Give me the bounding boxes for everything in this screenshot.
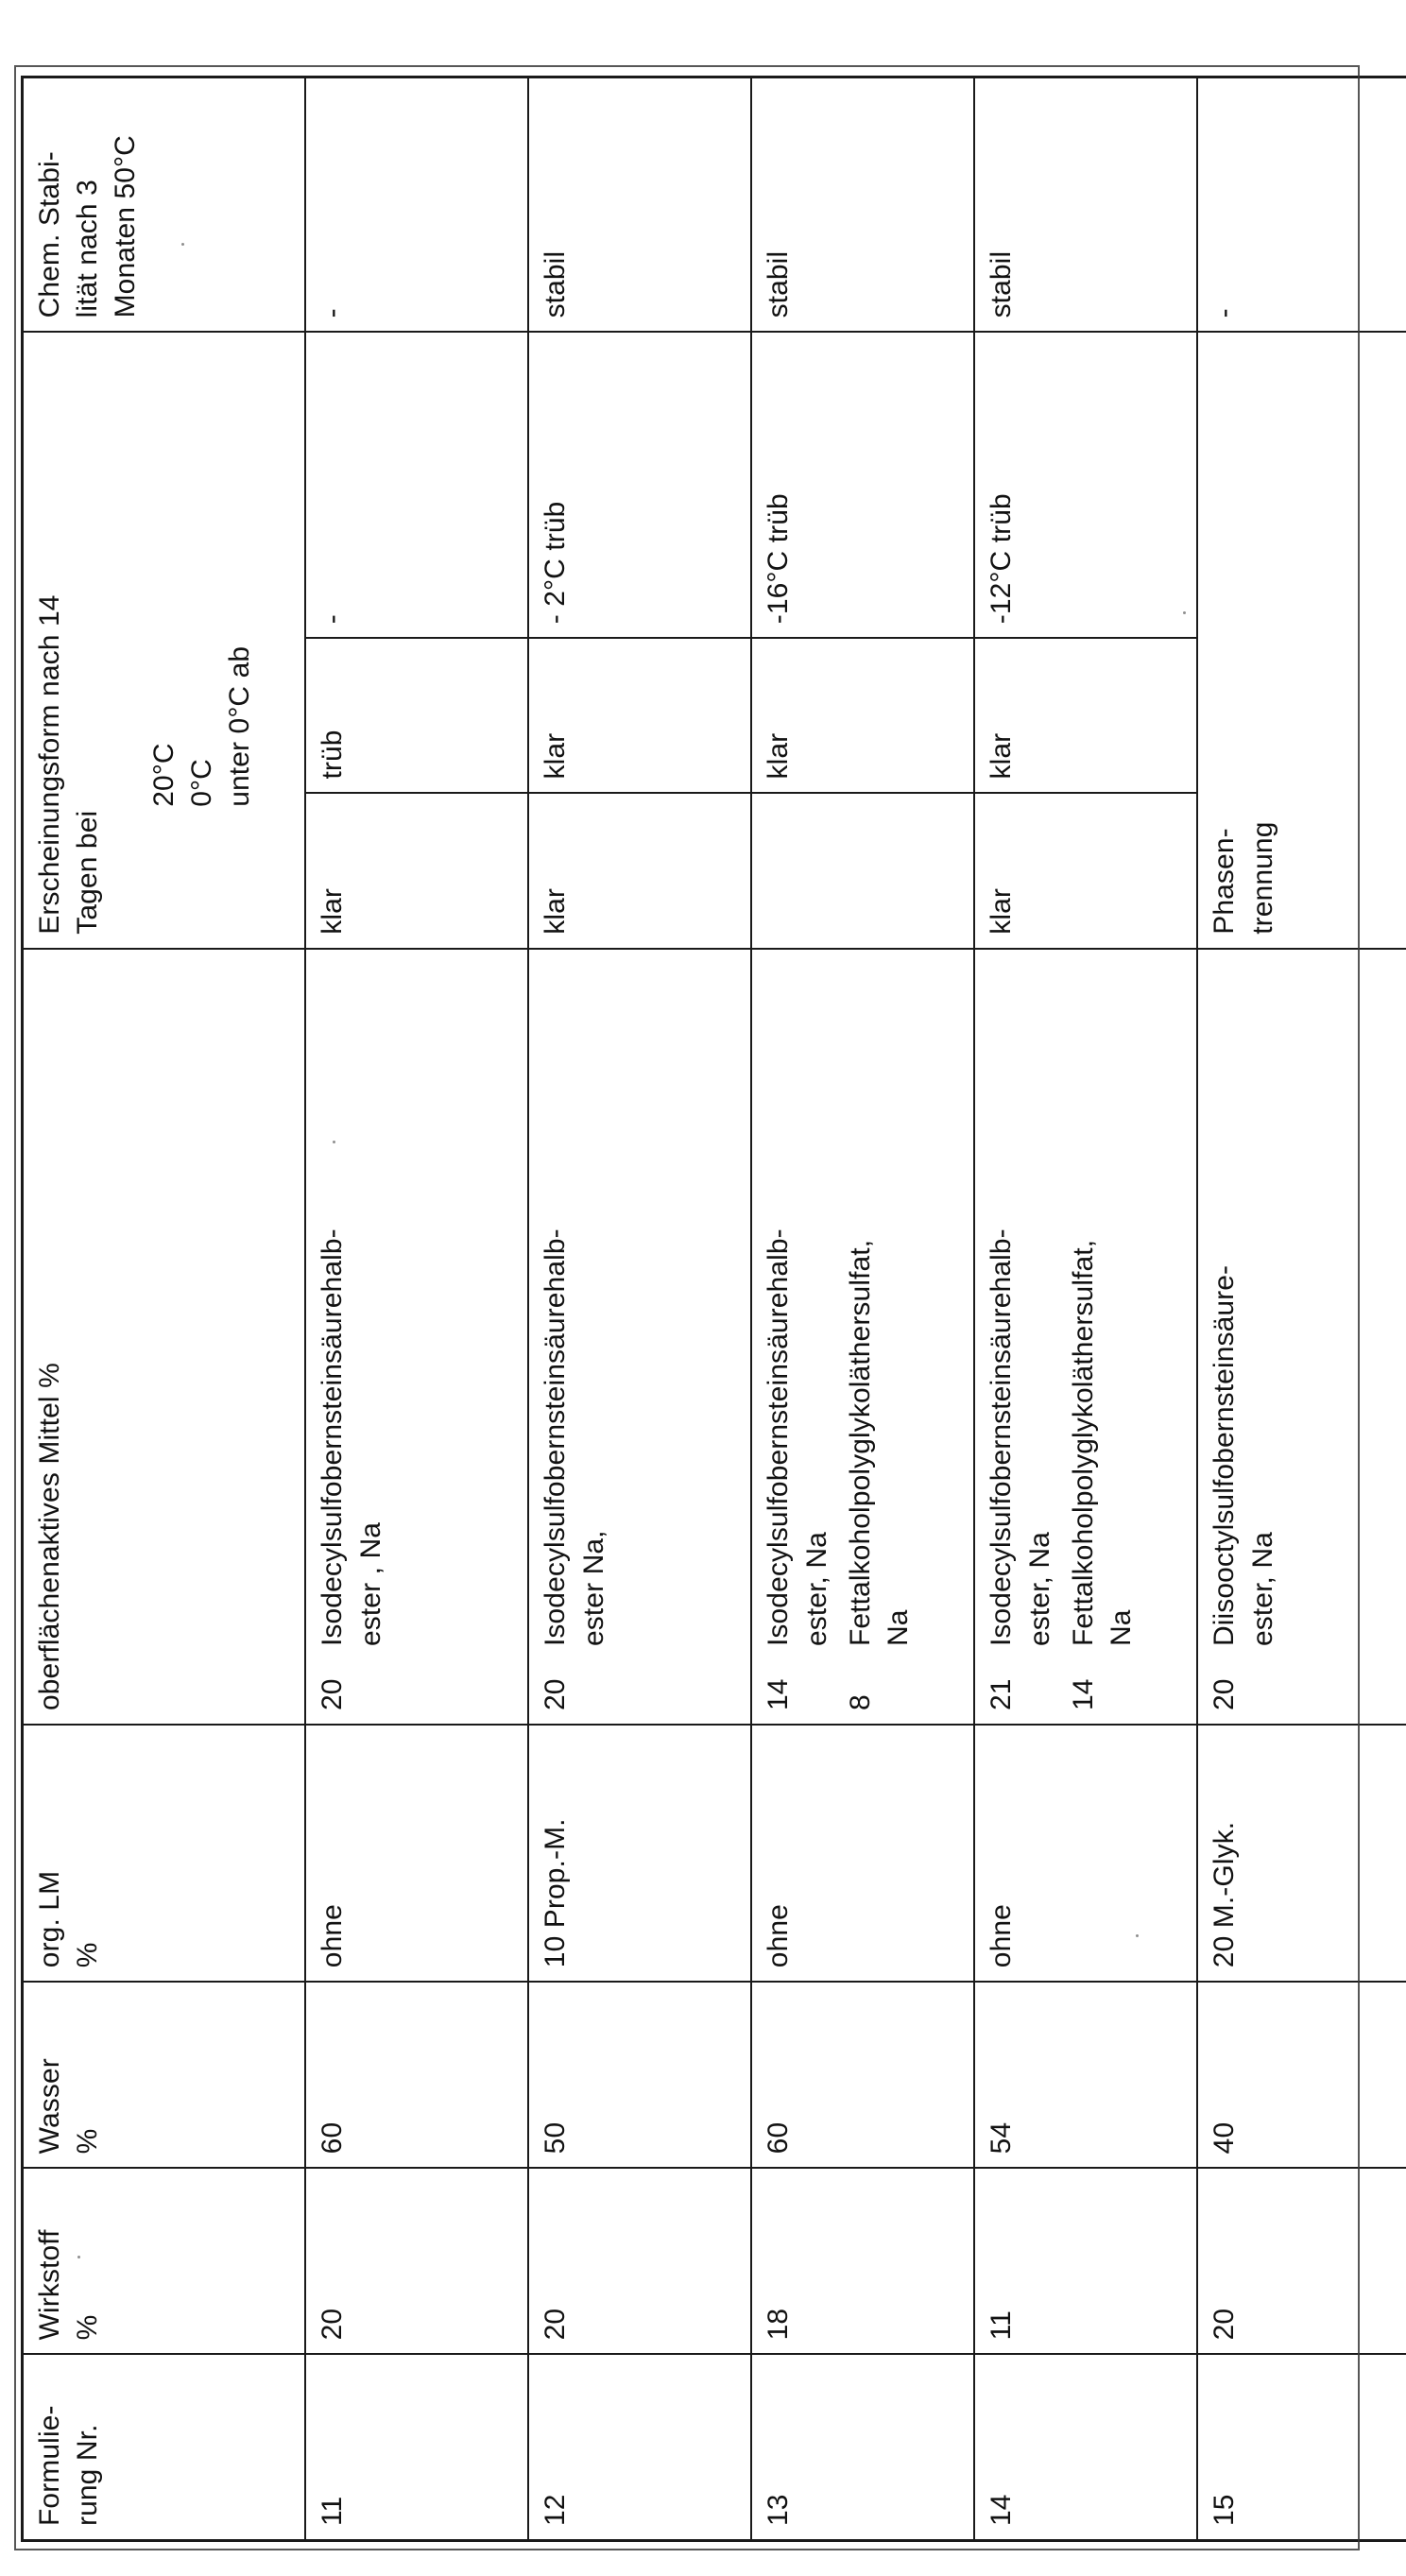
cell-org-lm: ohne [305, 1725, 528, 1982]
cell-org-lm: ohne [751, 1725, 974, 1982]
header-org-lm-line2: % [72, 1942, 104, 1968]
surfactant-percent: 8 [844, 1694, 876, 1711]
cell-erscheinungsform-20c: klar [528, 794, 751, 949]
cell-wasser: 50 [528, 1982, 751, 2168]
cell-wasser: 40 [1197, 1982, 1406, 2168]
cell-chem-stabilitaet: stabil [974, 77, 1197, 333]
cell-erscheinungsform-0c: klar [528, 638, 751, 793]
cell-erscheinungsform-0c: klar [974, 638, 1197, 793]
cell-wirkstoff: 18 [751, 2168, 974, 2354]
header-oberflaechenaktives-mittel-line1: oberflächenaktives Mittel % [34, 1363, 65, 1711]
table-sheet [21, 34, 1385, 2542]
surfactant-percent: 14 [1067, 1678, 1099, 1711]
surfactant-percent: 20 [1209, 1678, 1241, 1711]
surfactant-entry [983, 963, 1058, 1710]
surfactant-entry [1065, 963, 1140, 1710]
scan-speck [333, 1141, 335, 1143]
cell-org-lm: ohne [974, 1725, 1197, 1982]
header-formulierung-nr [23, 2354, 306, 2540]
cell-erscheinungsform-unter-0c: - 2°C trüb [528, 332, 751, 638]
surfactant-percent: 20 [317, 1678, 349, 1711]
table-row [305, 77, 528, 2541]
table-row [974, 77, 1197, 2541]
header-org-lm [23, 1725, 306, 1982]
cell-chem-stabilitaet: - [1197, 77, 1406, 333]
cell-formulierung-nr: 14 [974, 2354, 1197, 2540]
cell-erscheinungsform-unter-0c: -12°C trüb [974, 332, 1197, 638]
surfactant-percent: 14 [763, 1678, 795, 1711]
cell-oberflaechenaktives-mittel [974, 949, 1197, 1725]
scan-speck [181, 243, 184, 246]
surfactant-entry [842, 963, 917, 1710]
header-chem-stabilitaet-line2: lität nach 3 [72, 180, 104, 318]
cell-wirkstoff: 20 [305, 2168, 528, 2354]
header-wasser-line2: % [72, 2128, 104, 2155]
cell-erscheinungsform-20c: klar [305, 794, 528, 949]
header-erscheinungsform-line2: Tagen bei [72, 810, 104, 935]
table-row [1197, 77, 1406, 2541]
cell-erscheinungsform-0c: klar [751, 638, 974, 793]
cell-wasser: 60 [305, 1982, 528, 2168]
cell-oberflaechenaktives-mittel [751, 949, 974, 1725]
surfactant-name-line1: Isodecylsulfobernsteinsäurehalb- [317, 1228, 349, 1647]
cell-wirkstoff: 20 [1197, 2168, 1406, 2354]
header-erscheinungsform-20c: 20°C [147, 743, 180, 807]
cell-formulierung-nr: 15 [1197, 2354, 1406, 2540]
header-wirkstoff-line2: % [72, 2314, 104, 2341]
cell-wasser: 60 [751, 1982, 974, 2168]
surfactant-name [1206, 963, 1281, 1646]
cell-wirkstoff: 11 [974, 2168, 1197, 2354]
cell-org-lm: 20 M.-Glyk. [1197, 1725, 1406, 1982]
scan-speck [77, 2256, 80, 2258]
formulations-table [21, 76, 1406, 2542]
surfactant-name [760, 963, 835, 1646]
surfactant-name-line1: Isodecylsulfobernsteinsäurehalb- [986, 1228, 1018, 1647]
surfactant-name-line1: Isodecylsulfobernsteinsäurehalb- [763, 1228, 795, 1647]
scan-speck [1136, 1934, 1139, 1937]
header-formulierung-nr-line2: rung Nr. [72, 2424, 104, 2526]
table-row [751, 77, 974, 2541]
cell-formulierung-nr: 13 [751, 2354, 974, 2540]
cell-chem-stabilitaet: stabil [528, 77, 751, 333]
header-erscheinungsform-group [23, 332, 306, 948]
surfactant-name-line1: Fettalkoholpolyglykoläthersulfat, [1067, 1239, 1099, 1647]
scan-speck [1183, 611, 1186, 614]
cell-erscheinungsform-20c: klar [974, 794, 1197, 949]
surfactant-percent: 21 [986, 1678, 1018, 1711]
surfactant-name-line2: Na [882, 1609, 914, 1647]
header-chem-stabilitaet [23, 77, 306, 333]
surfactant-entry [760, 963, 835, 1710]
header-chem-stabilitaet-line3: Monaten 50°C [110, 135, 142, 318]
surfactant-name-line2: ester, Na [800, 1532, 832, 1647]
cell-erscheinungsform-unter-0c: -16°C trüb [751, 332, 974, 638]
cell-oberflaechenaktives-mittel [528, 949, 751, 1725]
surfactant-name-line2: Na [1105, 1609, 1137, 1647]
surfactant-percent: 20 [540, 1678, 572, 1711]
table-row [528, 77, 751, 2541]
surfactant-name-line1: Fettalkoholpolyglykoläthersulfat, [844, 1239, 876, 1647]
cell-chem-stabilitaet: stabil [751, 77, 974, 333]
cell-wirkstoff: 20 [528, 2168, 751, 2354]
table-body [305, 77, 1406, 2541]
table-header [23, 77, 306, 2541]
surfactant-name-line2: ester Na, [577, 1530, 609, 1647]
surfactant-name [314, 963, 389, 1646]
surfactant-name [842, 963, 917, 1646]
cell-oberflaechenaktives-mittel [1197, 949, 1406, 1725]
surfactant-name-line2: ester, Na [1246, 1532, 1278, 1647]
cell-org-lm: 10 Prop.-M. [528, 1725, 751, 1982]
cell-erscheinungsform-20c: Phasen- trennung [1197, 332, 1406, 948]
header-org-lm-line1: org. LM [34, 1870, 65, 1968]
header-formulierung-nr-line1: Formulie- [34, 2405, 65, 2526]
surfactant-name-line1: Isodecylsulfobernsteinsäurehalb- [540, 1228, 572, 1647]
header-wirkstoff [23, 2168, 306, 2354]
surfactant-name [1065, 963, 1140, 1646]
surfactant-entry [1206, 963, 1281, 1710]
surfactant-name [537, 963, 612, 1646]
header-wasser [23, 1982, 306, 2168]
cell-chem-stabilitaet: - [305, 77, 528, 333]
cell-erscheinungsform-0c: trüb [305, 638, 528, 793]
header-erscheinungsform-unter-0c: unter 0°C ab [223, 645, 255, 807]
cell-erscheinungsform-unter-0c: - [305, 332, 528, 638]
cell-erscheinungsform-20c [751, 794, 974, 949]
header-wirkstoff-line1: Wirkstoff [34, 2229, 65, 2341]
header-erscheinungsform-line1: Erscheinungsform nach 14 [34, 594, 65, 935]
header-erscheinungsform-0c: 0°C [185, 759, 217, 807]
surfactant-entry [537, 963, 612, 1710]
header-wasser-line1: Wasser [34, 2058, 65, 2155]
header-erscheinungsform-sub [107, 346, 297, 934]
header-chem-stabilitaet-line1: Chem. Stabi- [34, 151, 65, 318]
cell-formulierung-nr: 11 [305, 2354, 528, 2540]
surfactant-name-line2: ester , Na [354, 1521, 386, 1647]
cell-formulierung-nr: 12 [528, 2354, 751, 2540]
cell-wasser: 54 [974, 1982, 1197, 2168]
header-row [23, 77, 306, 2541]
surfactant-entry [314, 963, 389, 1710]
surfactant-name-line2: ester, Na [1023, 1532, 1055, 1647]
cell-oberflaechenaktives-mittel [305, 949, 528, 1725]
header-oberflaechenaktives-mittel [23, 949, 306, 1725]
surfactant-name-line1: Diisooctylsulfobernsteinsäure- [1209, 1264, 1241, 1647]
surfactant-name [983, 963, 1058, 1646]
